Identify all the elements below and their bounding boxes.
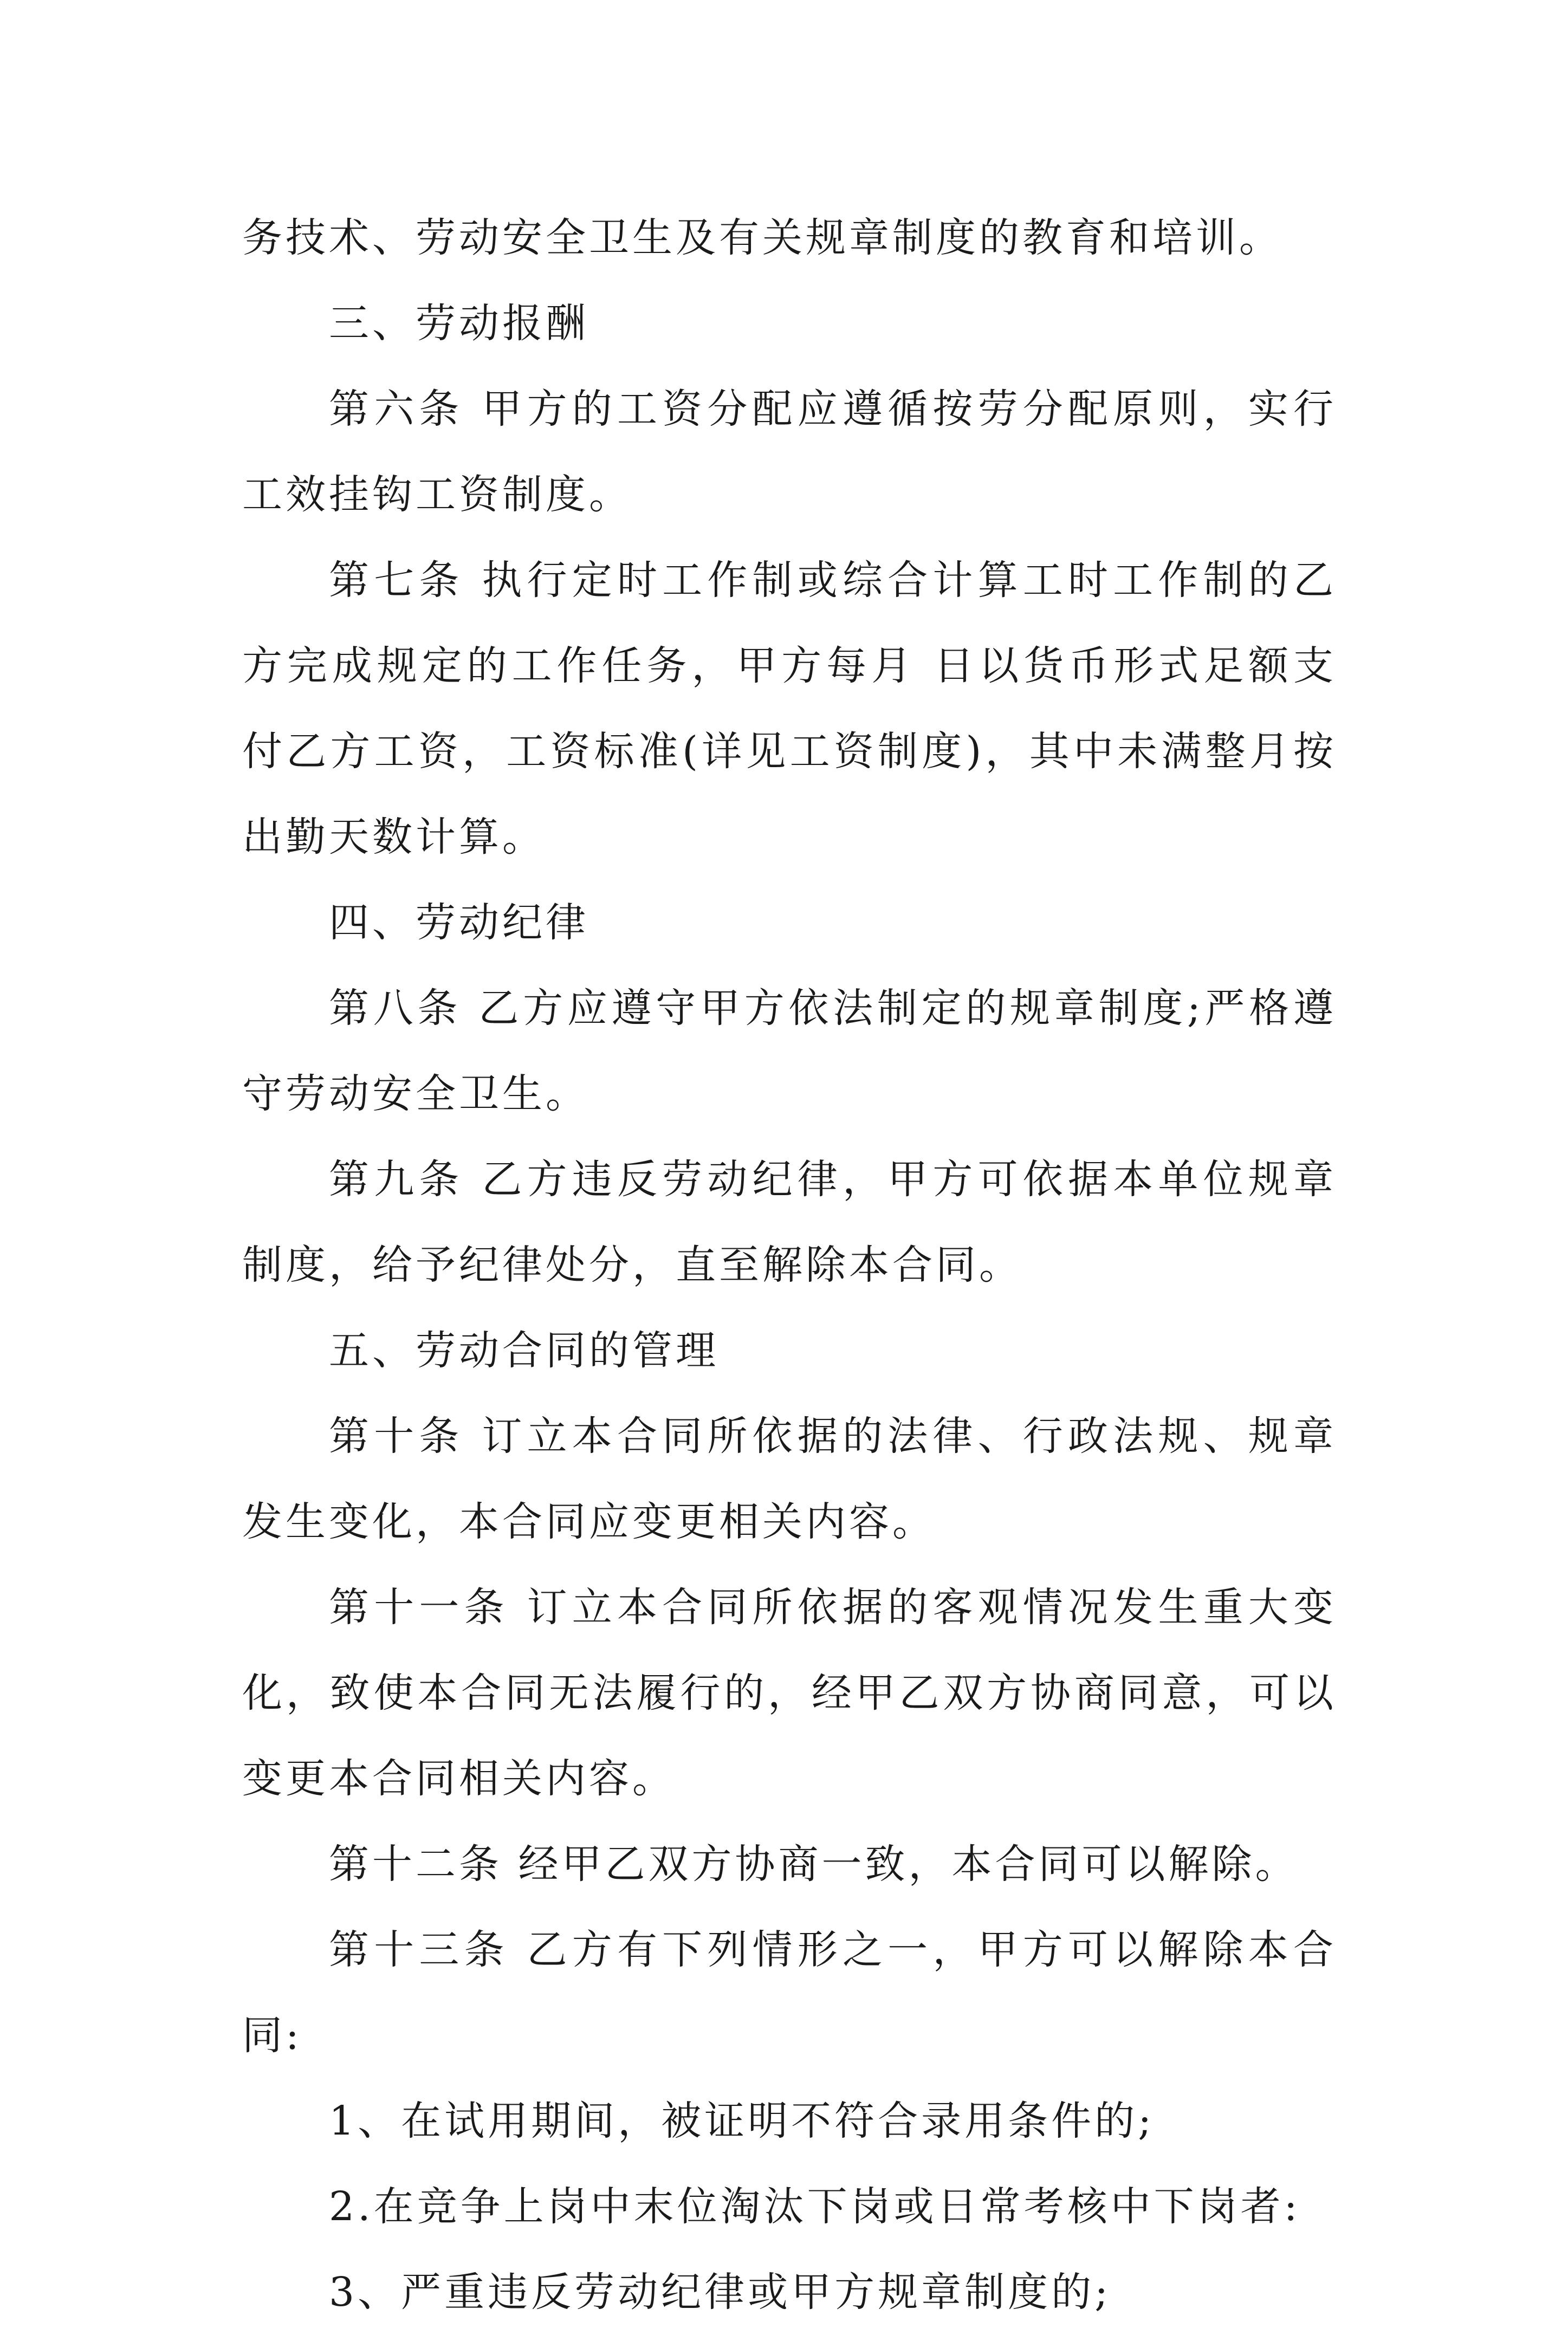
article-9: 第九条 乙方违反劳动纪律，甲方可依据本单位规章制度，给予纪律处分，直至解除本合同。 <box>242 1156 1337 1288</box>
document-body <box>242 195 1337 2335</box>
list-item-3: 3、严重违反劳动纪律或甲方规章制度的; <box>329 2269 1112 2315</box>
list-item-1: 1、在试用期间，被证明不符合录用条件的; <box>329 2098 1155 2144</box>
paragraph-continuation: 务技术、劳动安全卫生及有关规章制度的教育和培训。 <box>242 215 1282 261</box>
article-12: 第十二条 经甲乙双方协商一致，本合同可以解除。 <box>329 1841 1299 1888</box>
article-8: 第八条 乙方应遵守甲方依法制定的规章制度;严格遵守劳动安全卫生。 <box>242 985 1337 1117</box>
section-heading-labor-discipline: 四、劳动纪律 <box>329 899 589 946</box>
list-item-2: 2.在竞争上岗中末位淘汰下岗或日常考核中下岗者: <box>329 2183 1301 2230</box>
article-13: 第十三条 乙方有下列情形之一，甲方可以解除本合同: <box>242 1927 1337 2059</box>
article-10: 第十条 订立本合同所依据的法律、行政法规、规章发生变化，本合同应变更相关内容。 <box>242 1413 1337 1545</box>
section-heading-contract-management: 五、劳动合同的管理 <box>329 1327 719 1374</box>
article-6: 第六条 甲方的工资分配应遵循按劳分配原则，实行工效挂钩工资制度。 <box>242 386 1337 518</box>
section-heading-labor-pay: 三、劳动报酬 <box>329 300 589 347</box>
article-11: 第十一条 订立本合同所依据的客观情况发生重大变化，致使本合同无法履行的，经甲乙双方协商同意，可以变更本合同相关内容。 <box>242 1584 1337 1802</box>
article-7: 第七条 执行定时工作制或综合计算工时工作制的乙方完成规定的工作任务，甲方每月 日以货币形式足额支付乙方工资，工资标准(详见工资制度)，其中未满整月按出勤天数计算。 <box>242 557 1337 860</box>
